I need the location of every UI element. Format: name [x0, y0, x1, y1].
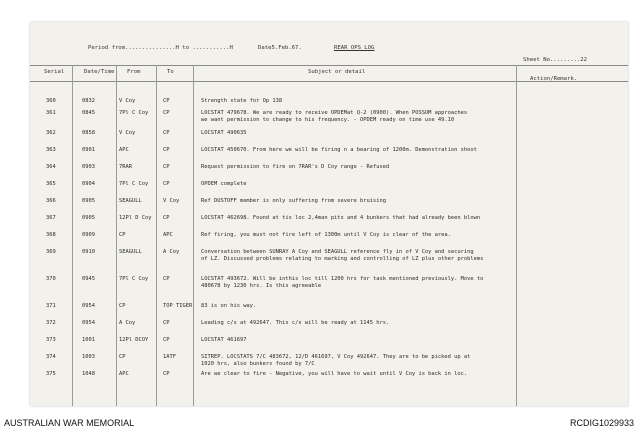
subject-line: LOCSTAT 450670. From here we will be firing n a bearing of 1200m. Demonstration shoot	[201, 147, 477, 153]
row-subject	[201, 337, 521, 344]
row-serial: 372	[46, 320, 56, 326]
log-row	[30, 249, 628, 269]
log-row	[30, 110, 628, 130]
subject-line: of LZ. Discussed problems relating to marking and controlling of LZ plus other problems	[201, 256, 484, 262]
row-from: V Coy	[119, 98, 136, 104]
row-subject	[201, 320, 521, 327]
row-time: 1048	[82, 371, 95, 377]
col-subject: Subject or detail	[308, 69, 366, 75]
header-top-rule	[30, 65, 628, 66]
row-subject	[201, 303, 521, 310]
subject-line: Conversation between SUNRAY A Coy and SEAGULL reference fly in of V Coy and securing	[201, 249, 474, 255]
row-subject	[201, 249, 521, 263]
row-serial: 368	[46, 232, 56, 238]
row-serial: 365	[46, 181, 56, 187]
footer-id: RCDIG1029933	[569, 418, 634, 428]
col-to: To	[167, 69, 174, 75]
row-from: 7Pl C Coy	[119, 181, 149, 187]
row-from: V Coy	[119, 130, 136, 136]
row-subject	[201, 98, 521, 105]
row-serial: 364	[46, 164, 56, 170]
row-time: 0954	[82, 320, 95, 326]
row-serial: 370	[46, 276, 56, 282]
row-subject	[201, 181, 521, 188]
date-field: Date5.Feb.67.	[258, 45, 302, 51]
row-from: 12Pl D Coy	[119, 215, 152, 221]
row-from: A Coy	[119, 320, 136, 326]
row-serial: 366	[46, 198, 56, 204]
row-to: CP	[163, 98, 170, 104]
row-serial: 367	[46, 215, 56, 221]
row-time: 1003	[82, 354, 95, 360]
row-to: V Coy	[163, 198, 180, 204]
row-time: 0905	[82, 198, 95, 204]
row-serial: 361	[46, 110, 56, 116]
subject-line: 83 is on his way.	[201, 303, 257, 309]
footer-institution: AUSTRALIAN WAR MEMORIAL	[4, 418, 135, 428]
log-title: REAR OPS LOG	[334, 45, 375, 51]
subject-line: Leading c/s at 492647. This c/s will be ready at 1145 hrs.	[201, 320, 390, 326]
subject-line: Strength state for Op 138	[201, 98, 283, 104]
log-row	[30, 276, 628, 296]
row-serial: 374	[46, 354, 56, 360]
row-from: APC	[119, 371, 129, 377]
row-from: SEAGULL	[119, 249, 142, 255]
row-from: 12Pl DCOY	[119, 337, 149, 343]
row-subject	[201, 354, 521, 368]
row-subject	[201, 371, 521, 378]
row-time: 0845	[82, 110, 95, 116]
row-subject	[201, 147, 521, 154]
row-serial: 363	[46, 147, 56, 153]
subject-line: SITREP. LOCSTATS 7/C 483672, 12/D 461697, V Coy 492647. They are to be picked up at	[201, 354, 471, 360]
row-time: 0903	[82, 164, 95, 170]
subject-line: Request permission to fire on 7RAR's D Coy range - Refused	[201, 164, 390, 170]
row-subject	[201, 130, 521, 137]
row-time: 0910	[82, 249, 95, 255]
subject-line: Ref firing, you must not fire left of 1300m until V Coy is clear of the area.	[201, 232, 451, 238]
row-to: CP	[163, 215, 170, 221]
sheet-number: Sheet No.........22	[523, 57, 587, 63]
subject-line: we want permission to change to his frequency. - OPDEM ready on time use 49.10	[201, 117, 455, 123]
row-from: SEAGULL	[119, 198, 142, 204]
row-to: CP	[163, 110, 170, 116]
col-from: From	[127, 69, 141, 75]
col-serial: Serial	[44, 69, 65, 75]
row-serial: 375	[46, 371, 56, 377]
subject-line: LOCSTAT 490635	[201, 130, 247, 136]
row-to: A Coy	[163, 249, 180, 255]
row-to: CP	[163, 337, 170, 343]
row-to: CP	[163, 371, 170, 377]
subject-line: LOCSTAT 462698. Found at tis loc 2,4man pits and 4 bunkers that had already been blown	[201, 215, 481, 221]
row-from: 7Pl C Coy	[119, 276, 149, 282]
row-to: TOP TIGER	[163, 303, 193, 309]
row-serial: 360	[46, 98, 56, 104]
row-time: 0901	[82, 147, 95, 153]
row-from: CP	[119, 354, 126, 360]
row-to: CP	[163, 320, 170, 326]
header-bottom-rule	[30, 81, 628, 82]
row-to: CP	[163, 130, 170, 136]
subject-line: Are we clear to fire - Negative, you will have to wait until V Coy is back in loc.	[201, 371, 468, 377]
row-subject	[201, 215, 521, 222]
row-to: 1ATF	[163, 354, 176, 360]
log-sheet	[30, 22, 628, 406]
row-to: CP	[163, 276, 170, 282]
row-serial: 371	[46, 303, 56, 309]
subject-line: Ref DUSTOFF member is only suffering from severe bruising	[201, 198, 386, 204]
row-time: 0832	[82, 98, 95, 104]
row-time: 0909	[82, 232, 95, 238]
row-subject	[201, 110, 521, 124]
row-serial: 373	[46, 337, 56, 343]
subject-line: 480678 by 1230 hrs. Is this agreeable	[201, 283, 322, 289]
row-to: CP	[163, 181, 170, 187]
row-time: 1001	[82, 337, 95, 343]
row-subject	[201, 164, 521, 171]
col-action: Action/Remark.	[530, 76, 578, 82]
row-serial: 362	[46, 130, 56, 136]
row-subject	[201, 232, 521, 239]
row-from: 7RAR	[119, 164, 132, 170]
subject-line: LOCSTAT 493672. Will be inthis loc till 1200 hrs for task mentioned previously. Move to	[201, 276, 484, 282]
row-from: CP	[119, 232, 126, 238]
subject-line: OPDEM complete	[201, 181, 247, 187]
row-time: 0904	[82, 181, 95, 187]
row-subject	[201, 276, 521, 290]
row-to: APC	[163, 232, 173, 238]
subject-line: LOCSTAT 479678. We are ready to receive OPDEMat Q-2 (0900). When POSSUM approaches	[201, 110, 468, 116]
row-time: 0954	[82, 303, 95, 309]
log-row	[30, 371, 628, 391]
col-datetime: Date/Time	[84, 69, 115, 75]
row-time: 0945	[82, 276, 95, 282]
row-time: 0905	[82, 215, 95, 221]
subject-line: 1020 hrs, also bunkers found by 7/C	[201, 361, 315, 367]
row-time: 0858	[82, 130, 95, 136]
row-to: CP	[163, 164, 170, 170]
row-from: APC	[119, 147, 129, 153]
period-field: Period from...............H to ...........H	[88, 45, 233, 51]
row-serial: 369	[46, 249, 56, 255]
row-subject	[201, 198, 521, 205]
subject-line: LOCSTAT 461697	[201, 337, 247, 343]
row-to: CP	[163, 147, 170, 153]
row-from: 7Pl C Coy	[119, 110, 149, 116]
row-from: CP	[119, 303, 126, 309]
